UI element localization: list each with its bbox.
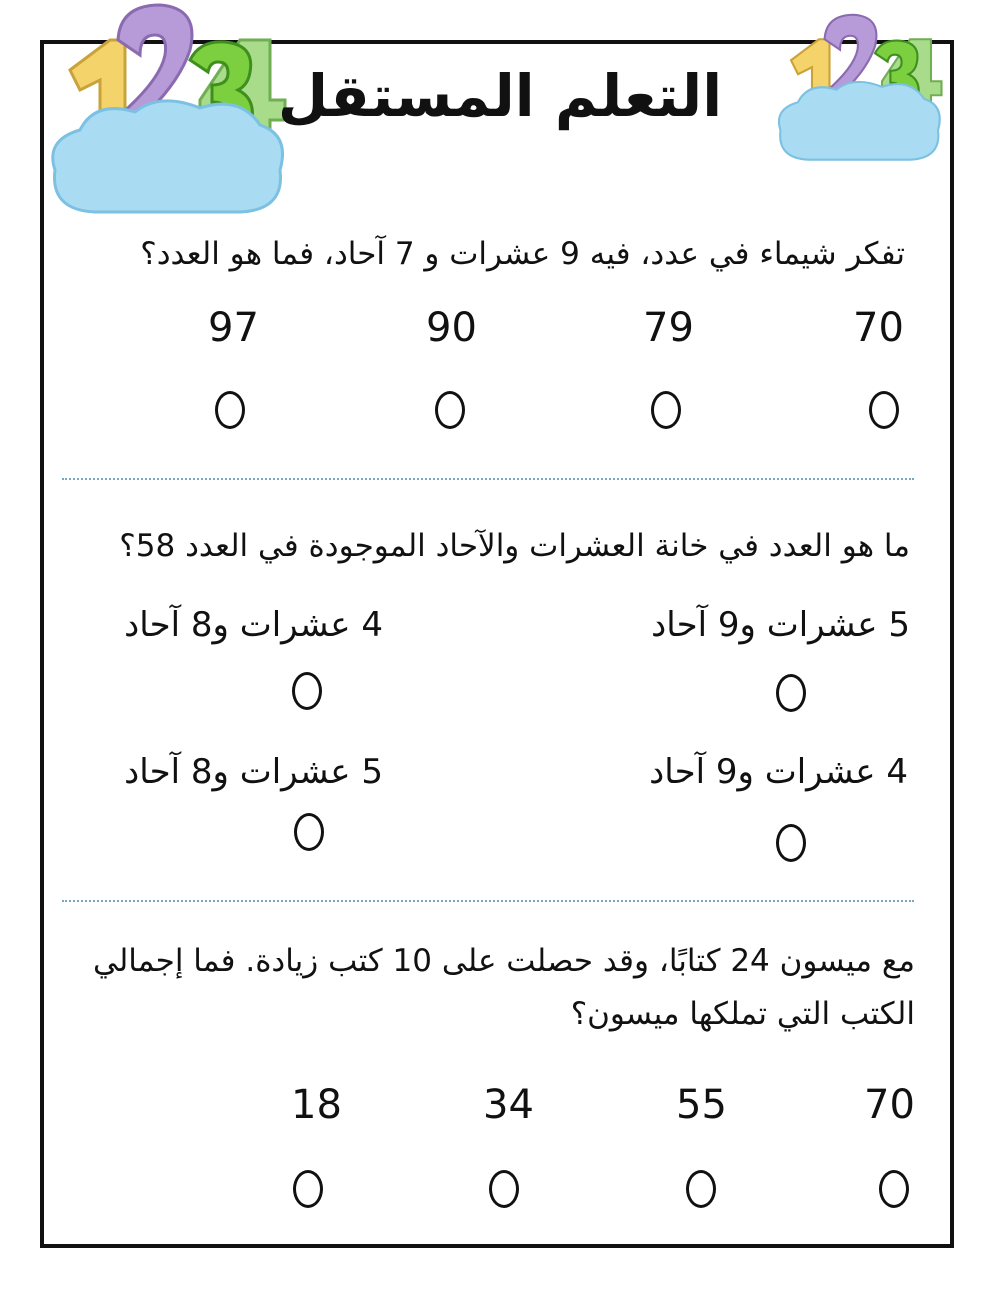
q1-option-radio[interactable] [435, 391, 465, 429]
q3-option-label: 55 [676, 1082, 727, 1128]
q2-option-label: 4 عشرات و9 آحاد [649, 752, 908, 792]
section-divider [62, 900, 914, 902]
question-2-text: ما هو العدد في خانة العشرات والآحاد الموجودة في العدد 58؟ [119, 528, 910, 564]
question-3-text: مع ميسون 24 كتابًا، وقد حصلت على 10 كتب زيادة. فما إجمالي الكتب التي تملكها ميسون؟ [93, 943, 915, 1032]
section-divider [62, 478, 914, 480]
q2-option-label: 4 عشرات و8 آحاد [124, 605, 383, 645]
q1-option-radio[interactable] [215, 391, 245, 429]
q3-option-radio[interactable] [293, 1170, 323, 1208]
q3-option-radio[interactable] [879, 1170, 909, 1208]
q3-option-radio[interactable] [686, 1170, 716, 1208]
q2-option-radio[interactable] [776, 824, 806, 862]
page-title: التعلم المستقل [277, 62, 723, 130]
q1-option-label: 79 [643, 305, 694, 351]
q1-option-radio[interactable] [651, 391, 681, 429]
q1-option-label: 70 [853, 305, 904, 351]
q2-option-radio[interactable] [292, 672, 322, 710]
q2-option-label: 5 عشرات و9 آحاد [651, 605, 910, 645]
q3-option-label: 34 [483, 1082, 534, 1128]
q1-option-label: 90 [426, 305, 477, 351]
q1-option-radio[interactable] [869, 391, 899, 429]
question-1-text: تفكر شيماء في عدد، فيه 9 عشرات و 7 آحاد، فما هو العدد؟ [140, 236, 905, 272]
q3-option-radio[interactable] [489, 1170, 519, 1208]
q3-option-label: 18 [291, 1082, 342, 1128]
q2-option-radio[interactable] [776, 674, 806, 712]
q3-option-label: 70 [864, 1082, 915, 1128]
q2-option-label: 5 عشرات و8 آحاد [124, 752, 383, 792]
q1-option-label: 97 [208, 305, 259, 351]
q2-option-radio[interactable] [294, 813, 324, 851]
